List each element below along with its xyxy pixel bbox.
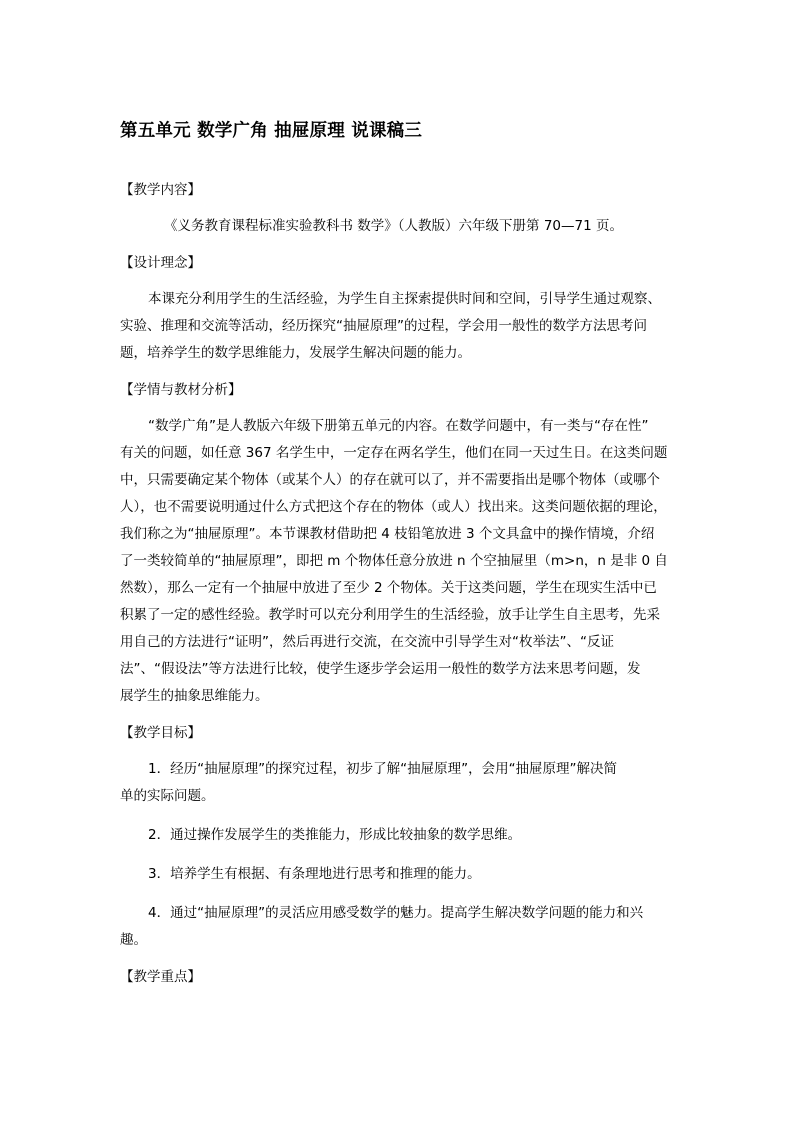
section-heading-content: 【教学内容】 <box>120 182 201 198</box>
paragraph-line: 中，只需要确定某个物体（或某个人）的存在就可以了，并不需要指出是哪个物体（或哪个 <box>120 472 660 488</box>
objective-line: 2．通过操作发展学生的类推能力，形成比较抽象的数学思维。 <box>148 827 522 843</box>
objective-line: 4．通过“抽屉原理”的灵活应用感受数学的魅力。提高学生解决数学问题的能力和兴 <box>148 905 644 921</box>
objective-line: 单的实际问题。 <box>120 788 215 804</box>
content-text: 《义务教育课程标准实验教科书 数学》（人教版）六年级下册第 70—71 页。 <box>164 218 623 234</box>
objective-item <box>120 861 686 888</box>
paragraph-line: 题，培养学生的数学思维能力，发展学生解决问题的能力。 <box>120 345 471 361</box>
paragraph-line: 用自己的方法进行“证明”，然后再进行交流，在交流中引导学生对“枚举法”、“反证 <box>120 634 614 650</box>
section-heading-objectives: 【教学目标】 <box>120 725 201 741</box>
paragraph-line: 人），也不需要说明通过什么方式把这个存在的物体（或人）找出来。这类问题依据的理论， <box>120 499 667 515</box>
paragraph-line: 我们称之为“抽屉原理”。本节课教材借助把 4 枝铅笔放进 3 个文具盒中的操作情境，介绍 <box>120 526 655 542</box>
objective-item <box>120 756 686 810</box>
paragraph-line: 然数），那么一定有一个抽屉中放进了至少 2 个物体。关于这类问题，学生在现实生活中已 <box>120 580 657 596</box>
objective-item <box>120 900 686 954</box>
paragraph-line: 积累了一定的感性经验。教学时可以充分利用学生的生活经验，放手让学生自主思考，先采 <box>120 607 660 623</box>
paragraph-line: 有关的问题，如任意 367 名学生中，一定存在两名学生，他们在同一天过生日。在这类问题 <box>120 445 668 461</box>
analysis-paragraph <box>120 413 686 710</box>
paragraph-line: 实验、推理和交流等活动，经历探究“抽屉原理”的过程，学会用一般性的数学方法思考问 <box>120 318 647 334</box>
paragraph-line: 本课充分利用学生的生活经验，为学生自主探索提供时间和空间，引导学生通过观察、 <box>148 291 661 307</box>
objective-item <box>120 822 686 849</box>
section-heading-concept: 【设计理念】 <box>120 255 201 271</box>
paragraph-line: 了一类较简单的“抽屉原理”，即把 m 个物体任意分放进 n 个空抽屉里（m>n，n 是非 0 自 <box>120 553 668 569</box>
paragraph-line: “数学广角”是人教版六年级下册第五单元的内容。在数学问题中，有一类与“存在性” <box>148 418 649 434</box>
section-heading-keypoints: 【教学重点】 <box>120 969 201 985</box>
concept-paragraph <box>120 286 686 367</box>
objective-line: 3．培养学生有根据、有条理地进行思考和推理的能力。 <box>148 866 481 882</box>
paragraph-line: 法”、“假设法”等方法进行比较，使学生逐步学会运用一般性的数学方法来思考问题，发 <box>120 661 641 677</box>
document-content <box>120 118 686 988</box>
section-heading-analysis: 【学情与教材分析】 <box>120 382 242 398</box>
document-title: 第五单元 数学广角 抽屉原理 说课稿三 <box>120 121 423 141</box>
objective-line: 1．经历“抽屉原理”的探究过程，初步了解“抽屉原理”，会用“抽屉原理”解决简 <box>148 761 618 777</box>
paragraph-line: 展学生的抽象思维能力。 <box>120 688 269 704</box>
objective-line: 趣。 <box>120 932 147 948</box>
